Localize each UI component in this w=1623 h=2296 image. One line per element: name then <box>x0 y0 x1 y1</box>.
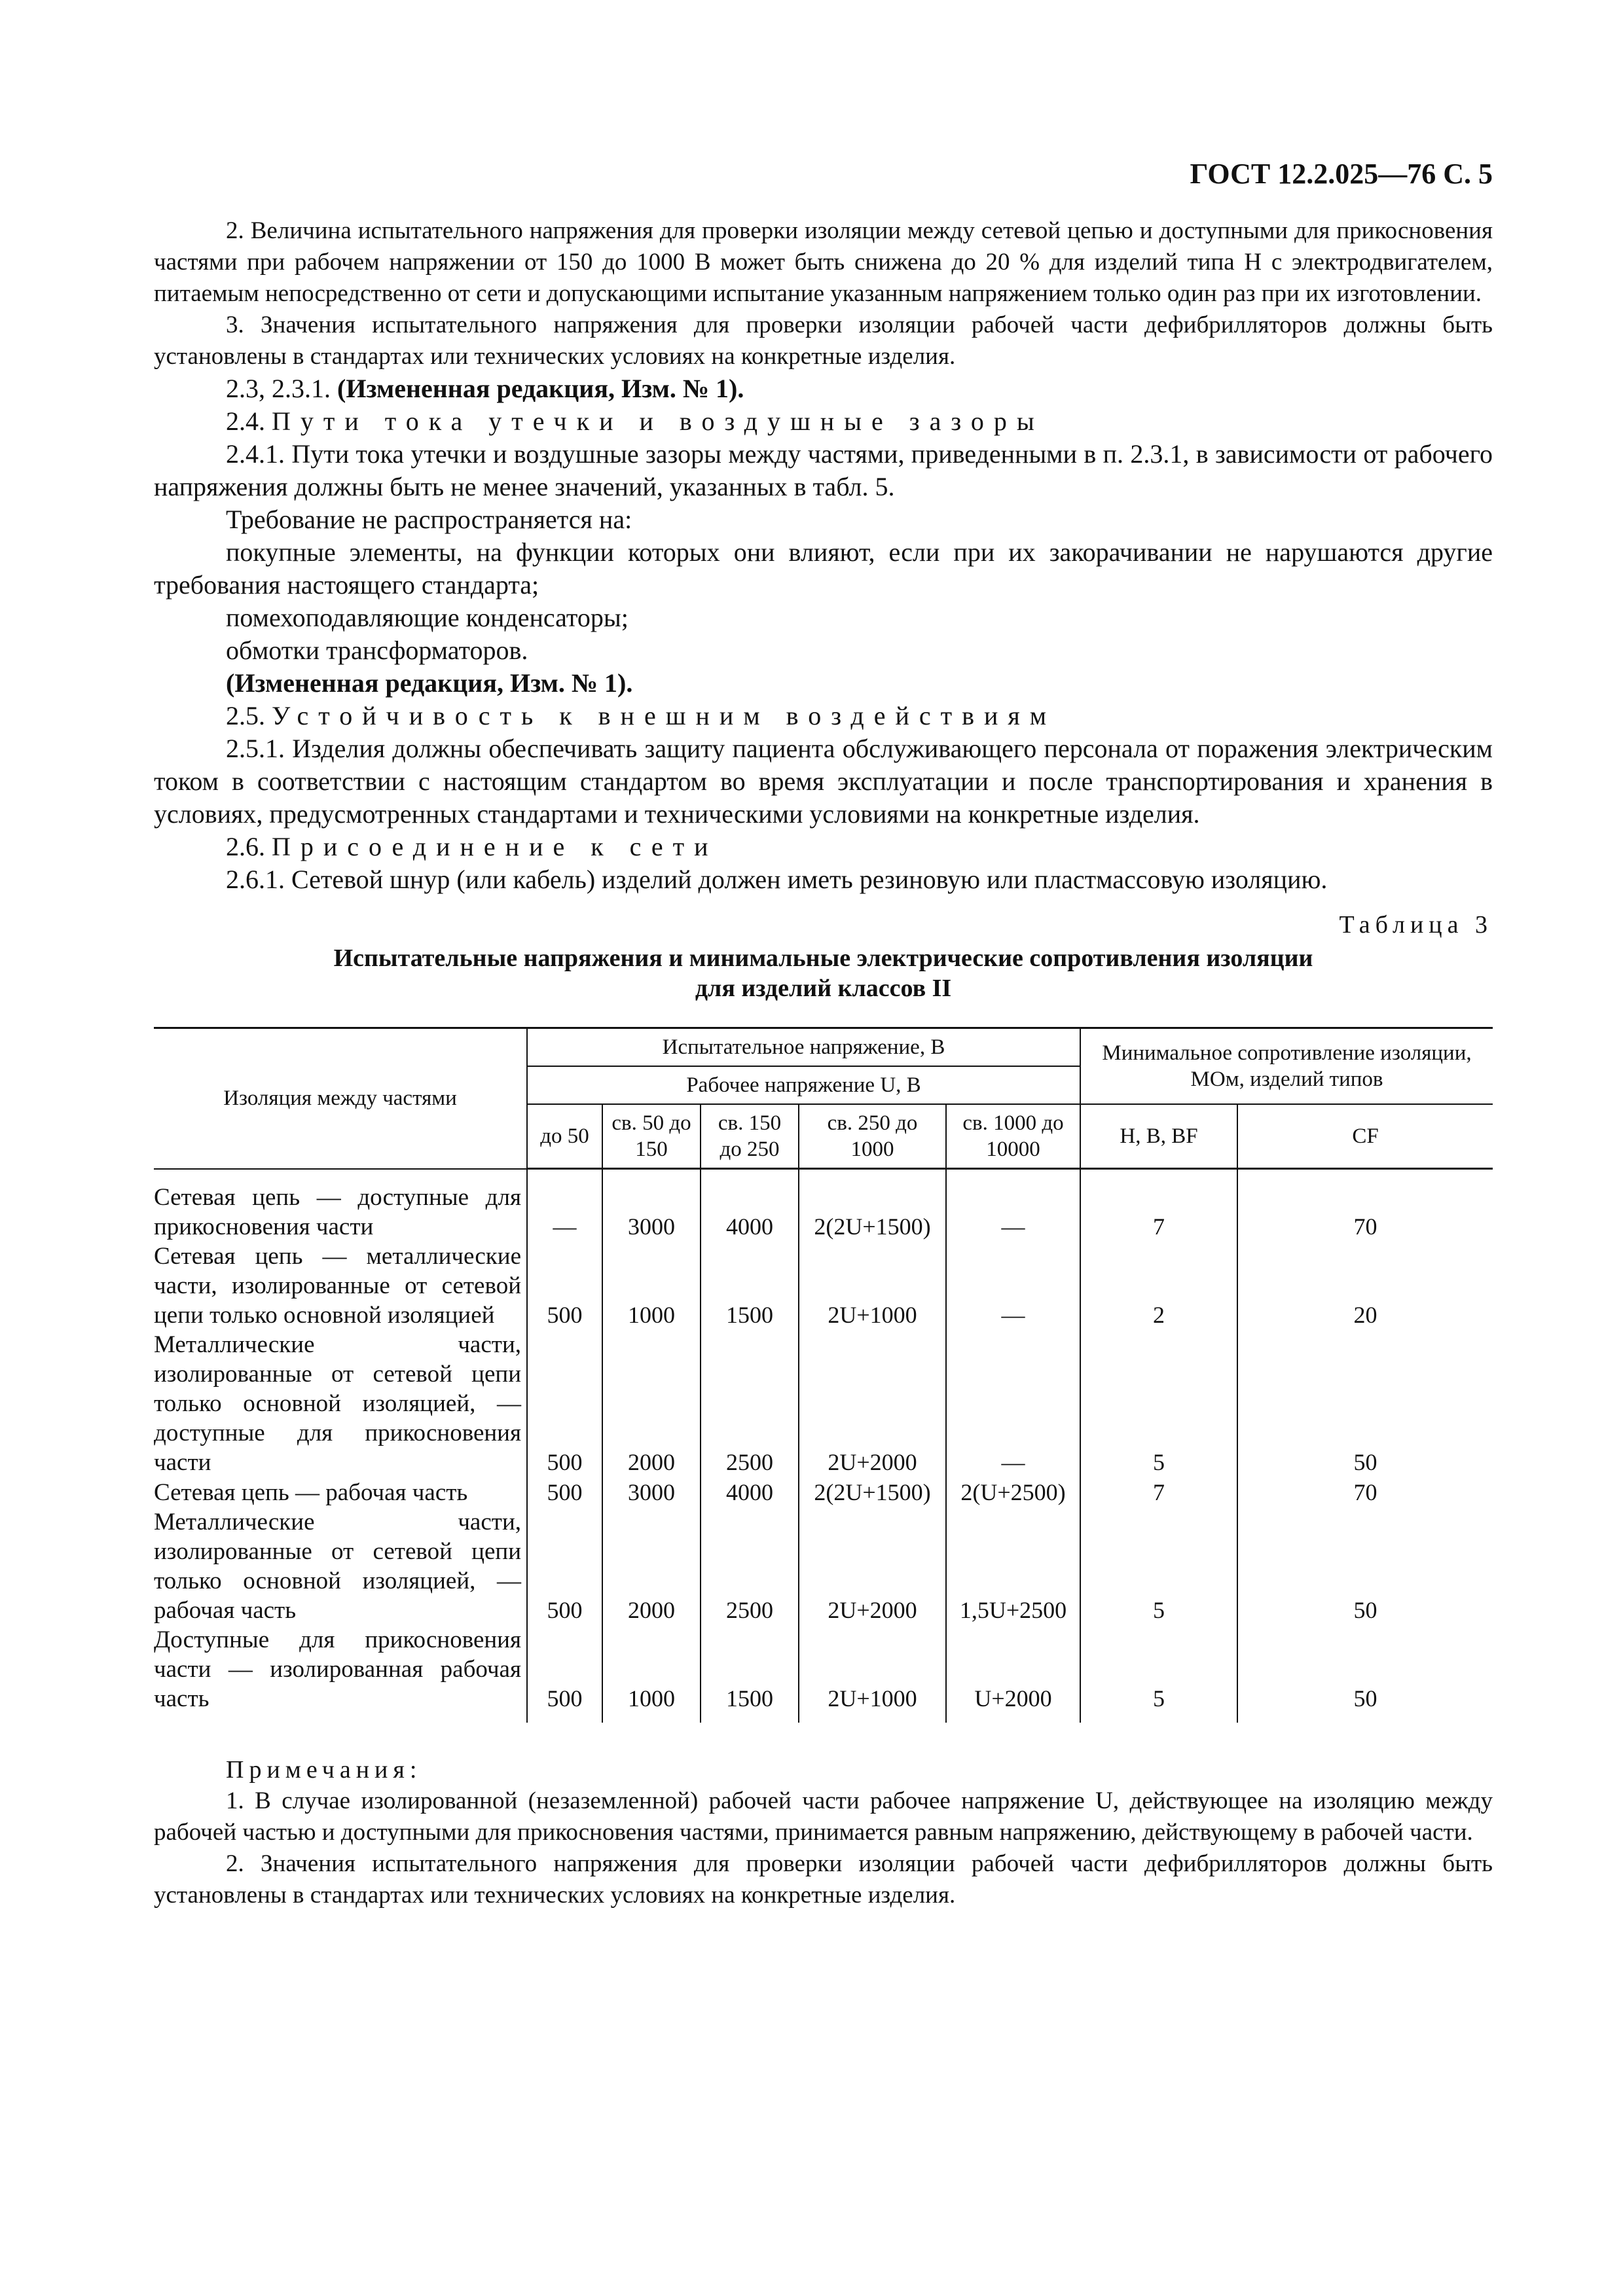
table-body <box>154 1169 1493 1723</box>
header-col: св. 150 до 250 <box>701 1104 799 1169</box>
table-cell: 1,5U+2500 <box>946 1507 1080 1625</box>
table-cell: 7 <box>1080 1477 1237 1507</box>
table-cell: 2(U+2500) <box>946 1477 1080 1507</box>
page-header: ГОСТ 12.2.025—76 С. 5 <box>1190 158 1493 190</box>
table-cell: 70 <box>1237 1477 1493 1507</box>
paragraph <box>154 372 1493 405</box>
table-cell: 50 <box>1237 1330 1493 1477</box>
paragraph: 2.5.1. Изделия должны обеспечивать защиту пациента обслуживающего персонала от поражения электрическим током в соответствии с настоящим стандартом во время эксплуатации и после транспортирования и хранения в условиях, предусмотренных стандартами и техническими условиями на конкретные изделия. <box>154 734 1493 829</box>
document-page <box>154 157 1493 1911</box>
table-cell: 3000 <box>602 1169 701 1242</box>
note-paragraph: 2. Величина испытательного напряжения для проверки изоляции между сетевой цепью и доступными для прикосновения частями при рабочем напряжении от 150 до 1000 В может быть снижена до 20 % для изделий типа Н с электродвигателем, питаемым непосредственно от сети и допускающими испытание указанным напряжением только один раз при их изготовлении. <box>154 217 1493 307</box>
section-heading <box>154 831 1493 863</box>
table-cell: 4000 <box>701 1169 799 1242</box>
header-col: Н, В, BF <box>1080 1104 1237 1169</box>
row-description: Сетевая цепь — рабочая часть <box>154 1477 527 1507</box>
row-description: Сетевая цепь — металлические части, изолированные от сетевой цепи только основной изоляцией <box>154 1242 527 1330</box>
clause-number: 2.4. <box>226 406 272 436</box>
header-insulation: Изоляция между частями <box>154 1028 527 1169</box>
amendment-note: (Измененная редакция, Изм. № 1). <box>226 668 633 698</box>
table-cell: 500 <box>527 1477 602 1507</box>
clause-number: 2.3, 2.3.1. <box>226 374 337 403</box>
table-cell: 2U+1000 <box>799 1625 946 1723</box>
bottom-notes <box>154 1754 1493 1911</box>
clause-number: 2.5. <box>226 701 272 730</box>
table-cell: 2U+1000 <box>799 1242 946 1330</box>
table-cell: 2500 <box>701 1507 799 1625</box>
table-cell: 5 <box>1080 1507 1237 1625</box>
note-paragraph: 1. В случае изолированной (незаземленной) рабочей части рабочее напряжение U, действующее на изоляцию между рабочей частью и доступными для прикосновения частями, принимается равным напряжению, действующему в рабочей части. <box>154 1787 1493 1846</box>
table-cell: 7 <box>1080 1169 1237 1242</box>
amendment-note: (Измененная редакция, Изм. № 1). <box>337 374 744 403</box>
table-cell: 70 <box>1237 1169 1493 1242</box>
table-row <box>154 1169 1493 1242</box>
table-cell: 500 <box>527 1507 602 1625</box>
table-title-line: для изделий классов II <box>695 975 952 1002</box>
paragraph: 2.4.1. Пути тока утечки и воздушные зазоры между частями, приведенными в п. 2.3.1, в зависимости от рабочего напряжения должны быть не менее значений, указанных в табл. 5. <box>154 439 1493 501</box>
table-cell: 50 <box>1237 1625 1493 1723</box>
main-text <box>154 372 1493 896</box>
table-cell: 500 <box>527 1625 602 1723</box>
table-row <box>154 1330 1493 1477</box>
header-working-voltage: Рабочее напряжение U, В <box>527 1066 1080 1104</box>
table-cell: 2(2U+1500) <box>799 1169 946 1242</box>
row-description: Сетевая цепь — доступные для прикосновения части <box>154 1169 527 1242</box>
table-row <box>154 1477 1493 1507</box>
header-col: св. 250 до 1000 <box>799 1104 946 1169</box>
table-number: Таблица 3 <box>1339 911 1493 939</box>
table-cell: — <box>527 1169 602 1242</box>
table-cell: 2500 <box>701 1330 799 1477</box>
notes-label: Примечания: <box>226 1755 422 1784</box>
row-description: Доступные для прикосновения части — изолированная рабочая часть <box>154 1625 527 1723</box>
header-col: до 50 <box>527 1104 602 1169</box>
table-cell: 4000 <box>701 1477 799 1507</box>
row-description: Металлические части, изолированные от сетевой цепи только основной изоляцией, — доступные для прикосновения части <box>154 1330 527 1477</box>
top-notes <box>154 215 1493 372</box>
table-cell: 50 <box>1237 1507 1493 1625</box>
table-cell: 2(2U+1500) <box>799 1477 946 1507</box>
table-row <box>154 1242 1493 1330</box>
header-test-voltage: Испытательное напряжение, В <box>527 1028 1080 1067</box>
table-cell: — <box>946 1242 1080 1330</box>
section-title: Устойчивость к внешним воздействиям <box>272 701 1057 730</box>
table-cell: 500 <box>527 1242 602 1330</box>
section-title: Присоединение к сети <box>272 832 718 861</box>
table-cell: 1000 <box>602 1242 701 1330</box>
paragraph: Требование не распространяется на: <box>226 505 632 534</box>
section-title: Пути тока утечки и воздушные зазоры <box>272 406 1044 436</box>
insulation-table <box>154 1027 1493 1723</box>
table-cell: 2 <box>1080 1242 1237 1330</box>
table-row <box>154 1625 1493 1723</box>
table-cell: 500 <box>527 1330 602 1477</box>
table-cell: 2U+2000 <box>799 1330 946 1477</box>
table-cell: 5 <box>1080 1625 1237 1723</box>
table-cell: — <box>946 1169 1080 1242</box>
note-paragraph: 2. Значения испытательного напряжения для проверки изоляции рабочей части дефибрилляторов должны быть установлены в стандартах или технических условиях на конкретные изделия. <box>154 1850 1493 1909</box>
header-min-resistance: Минимальное сопротивление изоляции, МОм, изделий типов <box>1080 1028 1493 1105</box>
section-heading <box>154 700 1493 732</box>
header-col: CF <box>1237 1104 1493 1169</box>
table-title <box>154 943 1493 1003</box>
table-cell: 1500 <box>701 1625 799 1723</box>
table-title-line: Испытательные напряжения и минимальные электрические сопротивления изоляции <box>333 944 1313 972</box>
table-row <box>154 1507 1493 1625</box>
paragraph: покупные элементы, на функции которых они влияют, если при их закорачивании не нарушаются другие требования настоящего стандарта; <box>154 537 1493 600</box>
paragraph: обмотки трансформаторов. <box>226 636 528 665</box>
table-cell: U+2000 <box>946 1625 1080 1723</box>
table-cell: 2000 <box>602 1330 701 1477</box>
paragraph: 2.6.1. Сетевой шнур (или кабель) изделий должен иметь резиновую или пластмассовую изоляцию. <box>226 865 1328 894</box>
row-description: Металлические части, изолированные от сетевой цепи только основной изоляцией, — рабочая часть <box>154 1507 527 1625</box>
note-paragraph: 3. Значения испытательного напряжения для проверки изоляции рабочей части дефибрилляторов должны быть установлены в стандартах или технических условиях на конкретные изделия. <box>154 312 1493 370</box>
table-cell: 2U+2000 <box>799 1507 946 1625</box>
clause-number: 2.6. <box>226 832 272 861</box>
header-col: св. 1000 до 10000 <box>946 1104 1080 1169</box>
header-col: св. 50 до 150 <box>602 1104 701 1169</box>
section-heading <box>154 405 1493 438</box>
table-cell: 20 <box>1237 1242 1493 1330</box>
table-cell: 5 <box>1080 1330 1237 1477</box>
table-cell: 1000 <box>602 1625 701 1723</box>
table-cell: — <box>946 1330 1080 1477</box>
table-cell: 1500 <box>701 1242 799 1330</box>
table-cell: 2000 <box>602 1507 701 1625</box>
paragraph: помехоподавляющие конденсаторы; <box>226 603 629 632</box>
table-cell: 3000 <box>602 1477 701 1507</box>
